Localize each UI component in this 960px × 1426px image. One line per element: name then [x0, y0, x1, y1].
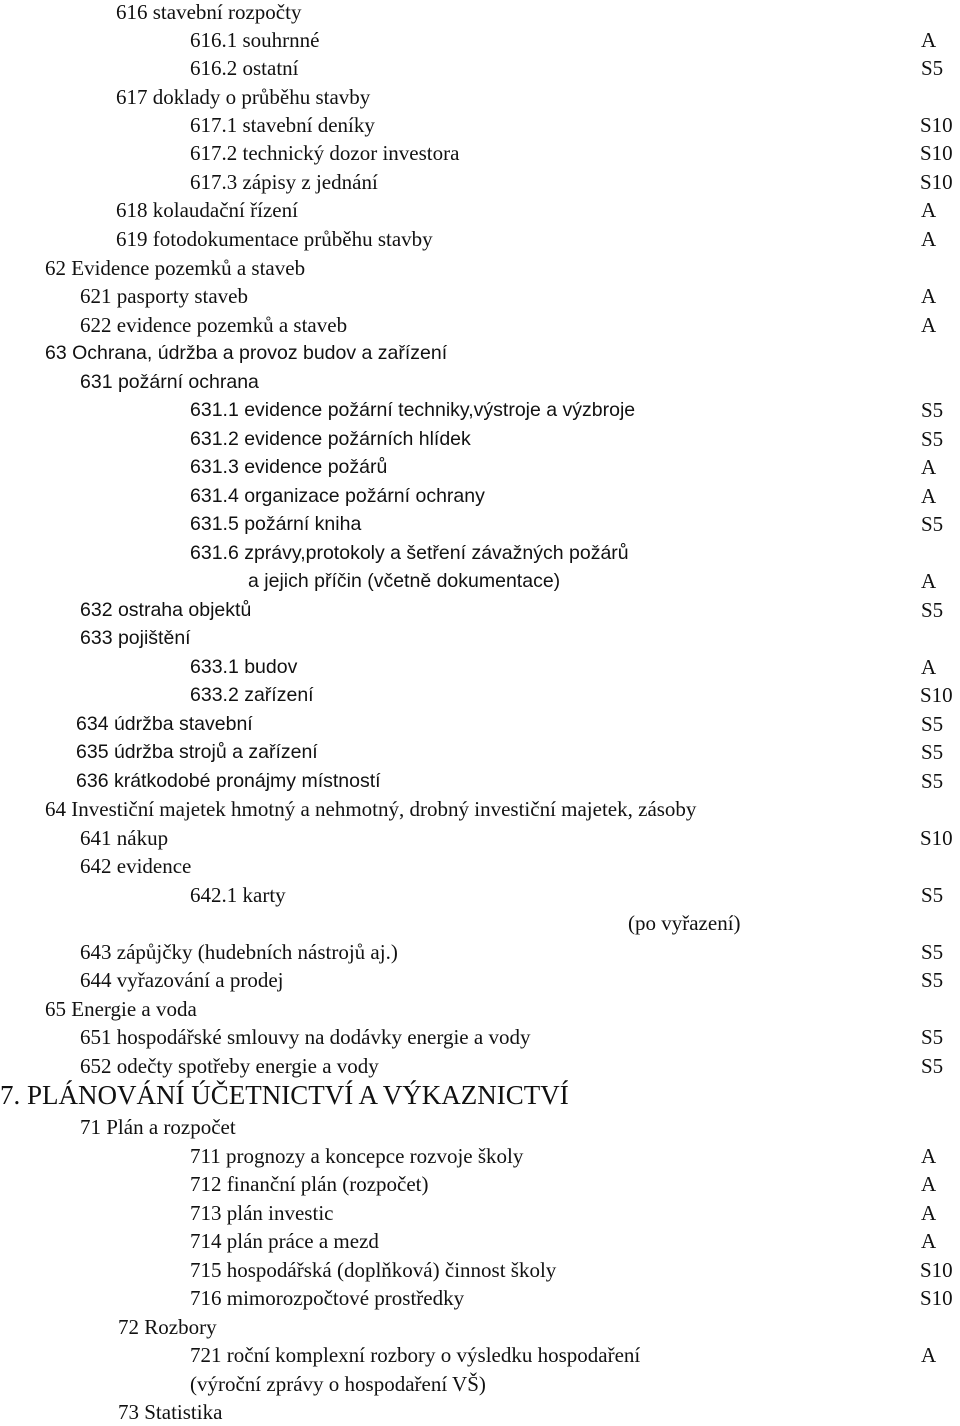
entry-text: 651 hospodářské smlouvy na dodávky energie a vody [80, 1025, 531, 1049]
entry-code: S10 [920, 683, 953, 707]
entry-row [0, 139, 960, 167]
entry-row [0, 1370, 960, 1398]
entry-row [0, 653, 960, 681]
entry-code: A [921, 455, 937, 479]
entry-row [0, 1170, 960, 1198]
entry-text: 632 ostraha objektů [80, 599, 252, 621]
entry-row [0, 1227, 960, 1255]
entry-text: (výroční zprávy o hospodaření VŠ) [190, 1372, 486, 1396]
entry-code: S5 [921, 427, 944, 451]
entry-row [0, 196, 960, 224]
entry-row [0, 966, 960, 994]
entry-text: 643 zápůjčky (hudebních nástrojů aj.) [80, 940, 398, 964]
entry-code: A [921, 313, 937, 337]
entry-text: 616.2 ostatní [190, 56, 299, 80]
chapter-heading: 7. PLÁNOVÁNÍ ÚČETNICTVÍ A VÝKAZNICTVÍ [0, 1080, 569, 1110]
entry-code: S10 [920, 826, 953, 850]
entry-row [0, 1023, 960, 1051]
entry-code: A [921, 1144, 937, 1168]
section-text: 71 Plán a rozpočet [80, 1115, 236, 1139]
entry-row [0, 425, 960, 453]
section-row [0, 795, 960, 823]
entry-code: A [921, 484, 937, 508]
entry-code: S5 [921, 1054, 944, 1078]
section-text: 63 Ochrana, údržba a provoz budov a zařízení [45, 342, 448, 364]
entry-text: 631.2 evidence požárních hlídek [190, 428, 471, 450]
entry-row [0, 0, 960, 26]
entry-text: 631.6 zprávy,protokoly a šetření závažných požárů [190, 542, 629, 564]
entry-row [0, 1199, 960, 1227]
entry-code: S10 [920, 1286, 953, 1310]
entry-row [0, 1256, 960, 1284]
entry-code: S5 [921, 740, 944, 764]
entry-row [0, 767, 960, 795]
entry-text: 636 krátkodobé pronájmy místností [76, 770, 381, 792]
chapter-heading-row [0, 1082, 960, 1110]
entry-row [0, 824, 960, 852]
entry-row [0, 596, 960, 624]
entry-row [0, 396, 960, 424]
entry-row [0, 738, 960, 766]
entry-code: S5 [921, 1025, 944, 1049]
entry-text: 617.1 stavební deníky [190, 113, 375, 137]
entry-text: 631.3 evidence požárů [190, 456, 388, 478]
entry-text: 631 požární ochrana [80, 371, 259, 393]
entry-text: 641 nákup [80, 826, 169, 850]
entry-code: S10 [920, 1258, 953, 1282]
entry-row [0, 83, 960, 111]
section-text: 65 Energie a voda [45, 997, 197, 1021]
entry-code: A [921, 655, 937, 679]
entry-code: S5 [921, 512, 944, 536]
entry-row [0, 453, 960, 481]
entry-code: S5 [921, 712, 944, 736]
entry-row [0, 624, 960, 652]
section-row [0, 1113, 960, 1141]
entry-row [0, 225, 960, 253]
entry-text: 716 mimorozpočtové prostředky [190, 1286, 465, 1310]
section-row [0, 339, 960, 367]
section-row [0, 1313, 960, 1341]
entry-text: 617.3 zápisy z jednání [190, 170, 378, 194]
entry-row [0, 282, 960, 310]
entry-code: S5 [921, 940, 944, 964]
section-text: 62 Evidence pozemků a staveb [45, 256, 306, 280]
entry-row [0, 1142, 960, 1170]
entry-text: 621 pasporty staveb [80, 284, 248, 308]
entry-row [0, 168, 960, 196]
section-text: 73 Statistika [118, 1400, 223, 1424]
entry-code: A [921, 1343, 937, 1367]
entry-code: A [921, 569, 937, 593]
entry-code: S5 [921, 398, 944, 422]
entry-code: S10 [920, 141, 953, 165]
entry-row [0, 852, 960, 880]
entry-code: A [921, 227, 937, 251]
entry-code: S10 [920, 170, 953, 194]
entry-row [0, 1341, 960, 1369]
entry-row [0, 567, 960, 595]
entry-text: 617.2 technický dozor investora [190, 141, 460, 165]
entry-row [0, 938, 960, 966]
entry-text: 715 hospodářská (doplňková) činnost školy [190, 1258, 557, 1282]
entry-code: S10 [920, 113, 953, 137]
entry-text: 633.1 budov [190, 656, 298, 678]
entry-row [0, 510, 960, 538]
section-row [0, 254, 960, 282]
entry-text: 622 evidence pozemků a staveb [80, 313, 348, 337]
entry-code: A [921, 1201, 937, 1225]
entry-row [0, 1284, 960, 1312]
entry-row [0, 710, 960, 738]
entry-text: 631.1 evidence požární techniky,výstroje a výzbroje [190, 399, 636, 421]
entry-text: a jejich příčin (včetně dokumentace) [248, 570, 561, 592]
entry-row [0, 311, 960, 339]
entry-code: A [921, 1229, 937, 1253]
entry-row [0, 54, 960, 82]
entry-text: (po vyřazení) [628, 911, 741, 935]
entry-text: 631.4 organizace požární ochrany [190, 485, 485, 507]
section-text: 72 Rozbory [118, 1315, 217, 1339]
entry-code: A [921, 1172, 937, 1196]
entry-code: S5 [921, 883, 944, 907]
entry-row [0, 909, 960, 937]
entry-text: 642.1 karty [190, 883, 286, 907]
entry-row [0, 111, 960, 139]
entry-text: 617 doklady o průběhu stavby [116, 85, 371, 109]
entry-row [0, 482, 960, 510]
entry-row [0, 681, 960, 709]
entry-text: 721 roční komplexní rozbory o výsledku hospodaření [190, 1343, 641, 1367]
entry-code: A [921, 198, 937, 222]
entry-row [0, 26, 960, 54]
entry-text: 652 odečty spotřeby energie a vody [80, 1054, 379, 1078]
entry-text: 631.5 požární kniha [190, 513, 362, 535]
entry-code: A [921, 284, 937, 308]
entry-text: 711 prognozy a koncepce rozvoje školy [190, 1144, 524, 1168]
entry-text: 634 údržba stavební [76, 713, 253, 735]
entry-code: S5 [921, 598, 944, 622]
entry-code: A [921, 28, 937, 52]
section-row [0, 995, 960, 1023]
entry-code: S5 [921, 769, 944, 793]
entry-text: 642 evidence [80, 854, 192, 878]
entry-row [0, 368, 960, 396]
entry-text: 644 vyřazování a prodej [80, 968, 284, 992]
entry-text: 712 finanční plán (rozpočet) [190, 1172, 429, 1196]
entry-text: 616.1 souhrnné [190, 28, 320, 52]
entry-code: S5 [921, 56, 944, 80]
entry-text: 619 fotodokumentace průběhu stavby [116, 227, 433, 251]
section-row [0, 1398, 960, 1426]
section-text: 64 Investiční majetek hmotný a nehmotný, drobný investiční majetek, zásoby [45, 797, 697, 821]
entry-row [0, 539, 960, 567]
entry-text: 714 plán práce a mezd [190, 1229, 379, 1253]
entry-row [0, 1052, 960, 1080]
entry-text: 713 plán investic [190, 1201, 334, 1225]
entry-code: S5 [921, 968, 944, 992]
entry-text: 616 stavební rozpočty [116, 0, 302, 24]
entry-row [0, 881, 960, 909]
entry-text: 635 údržba strojů a zařízení [76, 741, 318, 763]
entry-text: 633 pojištění [80, 627, 191, 649]
entry-text: 633.2 zařízení [190, 684, 314, 706]
entry-text: 618 kolaudační řízení [116, 198, 298, 222]
